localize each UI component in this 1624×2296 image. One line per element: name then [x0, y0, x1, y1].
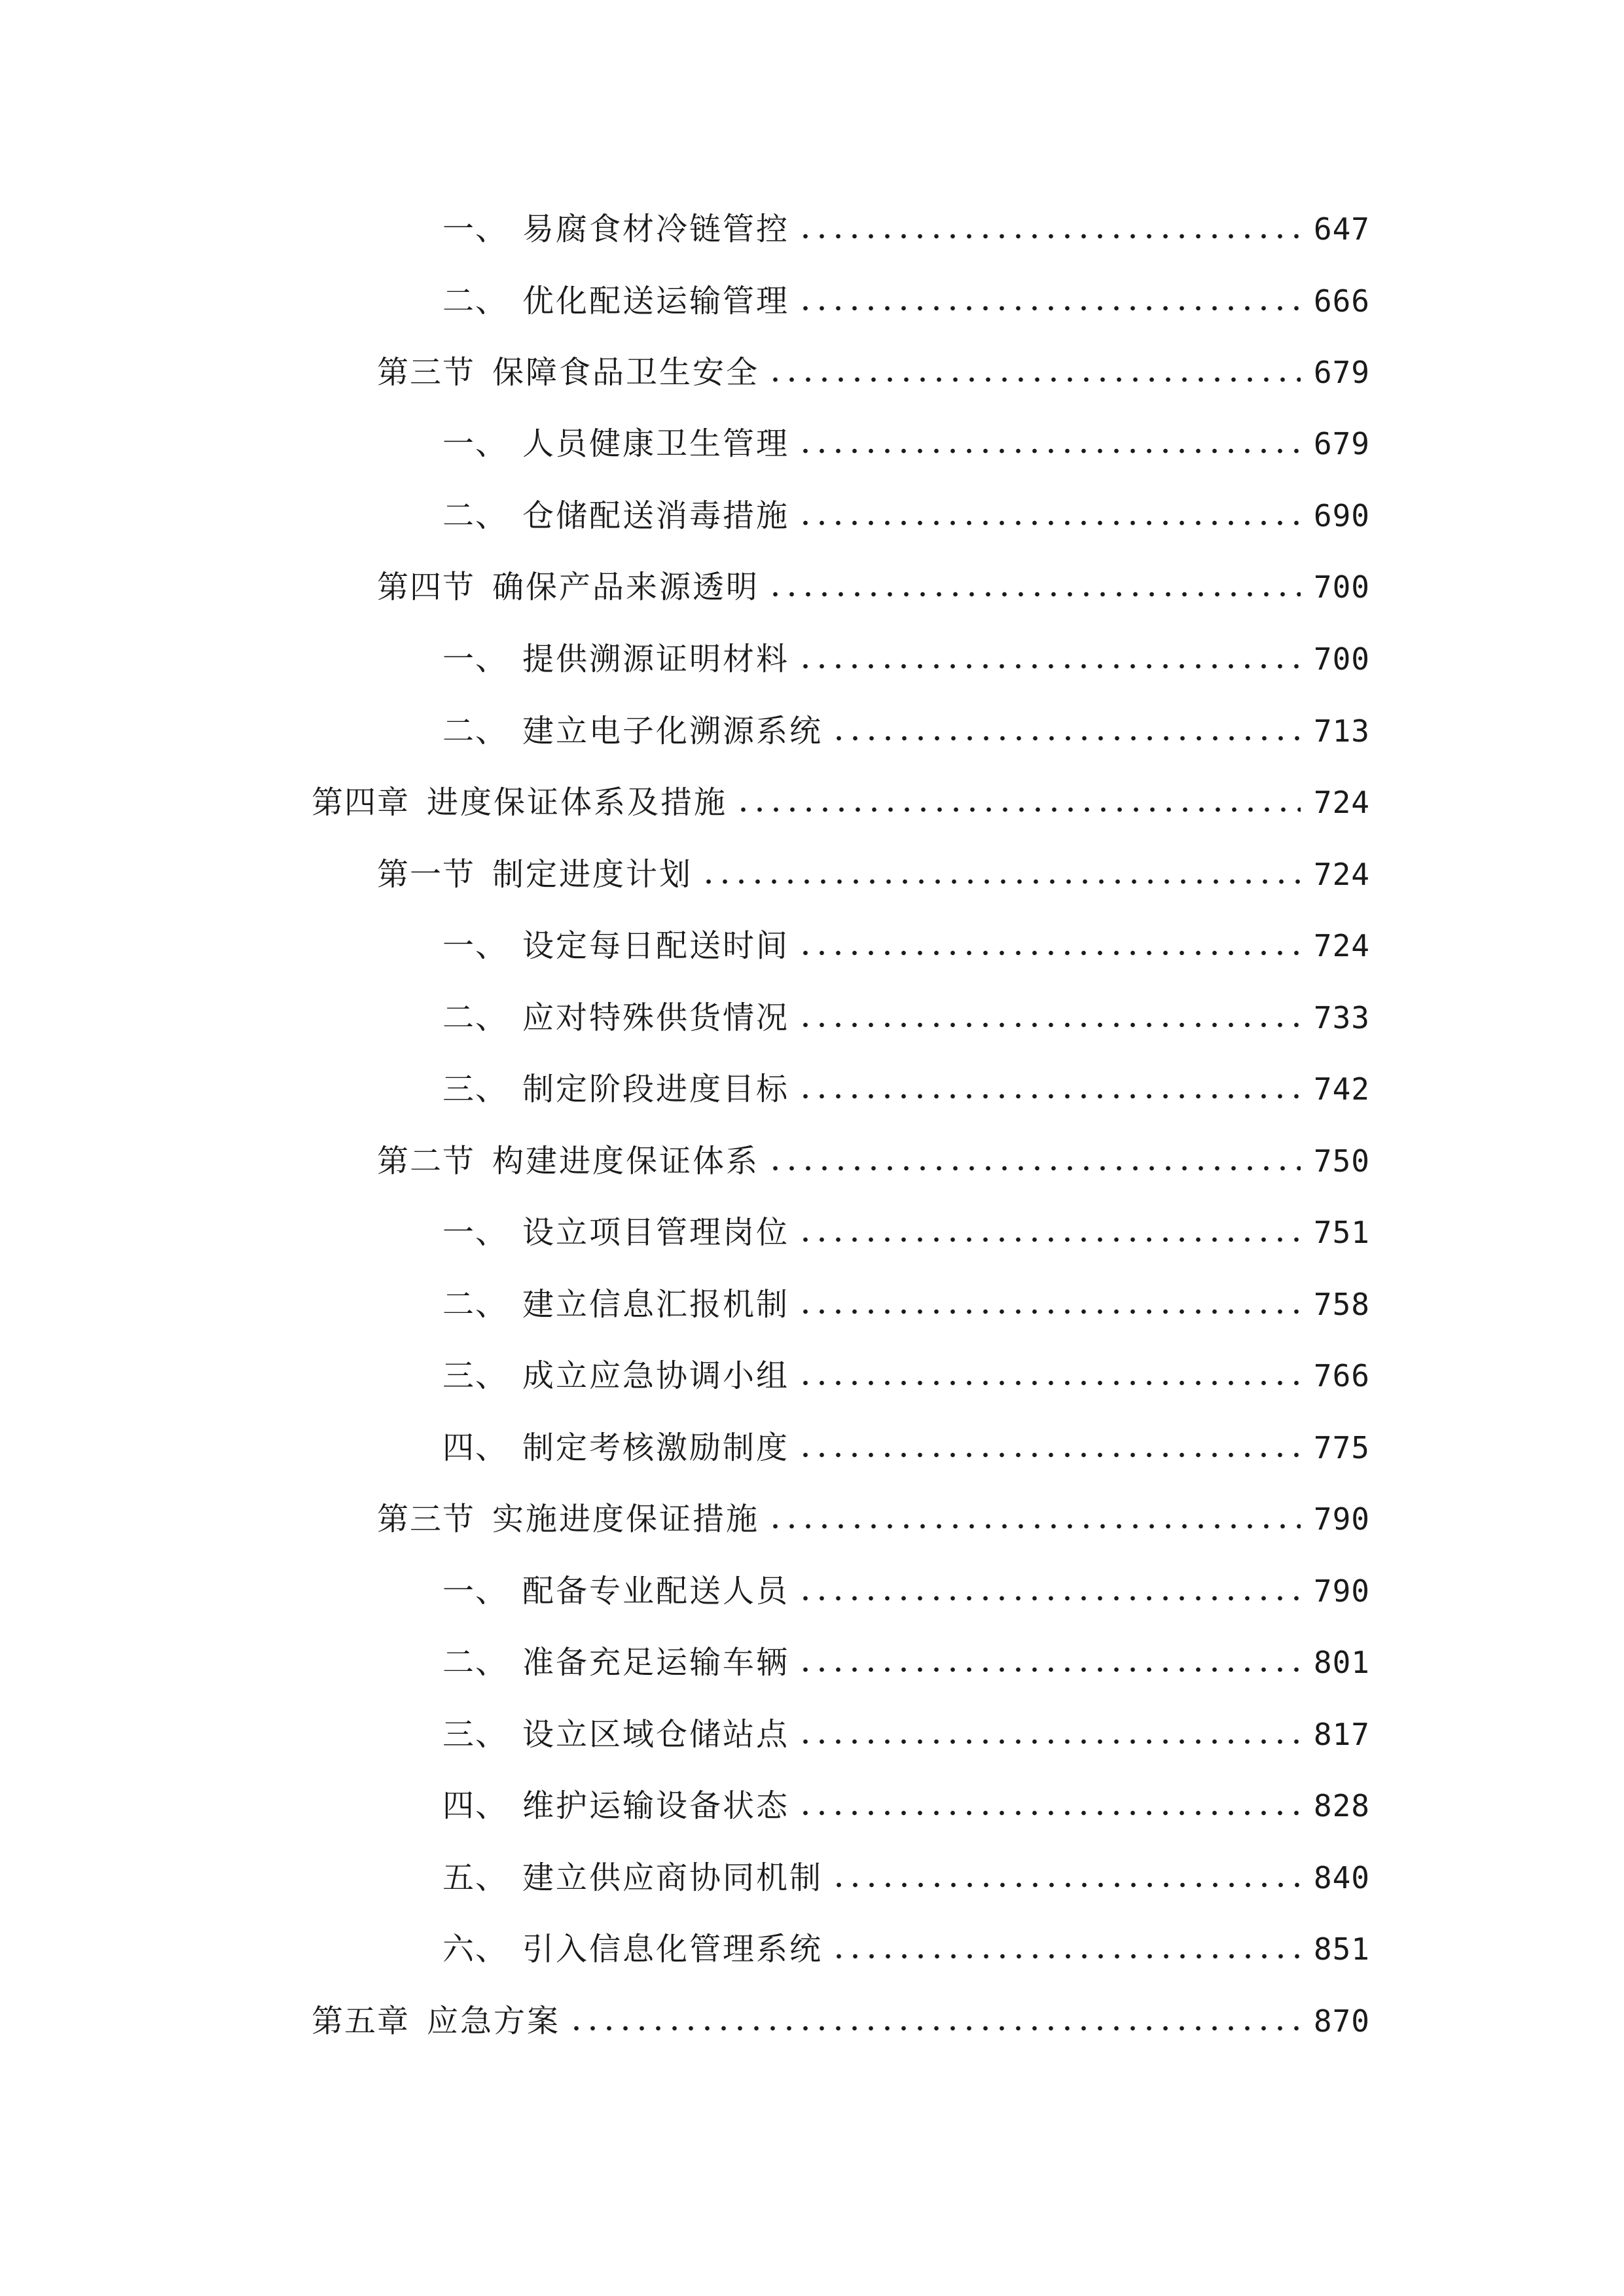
toc-entry-title: 保障食品卫生安全: [492, 354, 760, 391]
toc-entry-prefix: 一、: [442, 641, 509, 677]
toc-entry-page-number: 666: [1313, 283, 1370, 319]
toc-entry-prefix: 三、: [442, 1071, 509, 1107]
toc-entry[interactable]: [442, 1920, 1370, 1979]
dot-leader: [797, 664, 1301, 669]
toc-entry[interactable]: [442, 1060, 1370, 1119]
toc-entry-prefix: 第二节: [377, 1143, 476, 1179]
dot-leader: [797, 1596, 1301, 1601]
toc-entry-prefix: 二、: [442, 283, 509, 319]
dot-leader: [797, 950, 1301, 956]
dot-leader: [797, 1022, 1301, 1028]
toc-entry-prefix: 第四章: [312, 784, 410, 821]
toc-entry-page-number: 790: [1313, 1573, 1370, 1609]
toc-entry-title: 成立应急协调小组: [522, 1357, 790, 1394]
toc-entry-title: 人员健康卫生管理: [522, 425, 790, 462]
toc-entry-title: 建立信息汇报机制: [522, 1286, 790, 1323]
toc-entry-title: 易腐食材冷链管控: [522, 211, 790, 247]
toc-entry[interactable]: [442, 272, 1370, 331]
dot-leader: [797, 1309, 1301, 1314]
toc-entry-page-number: 724: [1313, 857, 1370, 892]
toc-entry-prefix: 二、: [442, 999, 509, 1036]
toc-entry-title: 建立电子化溯源系统: [522, 713, 823, 749]
dot-leader: [831, 1954, 1301, 1959]
toc-entry-title: 仓储配送消毒措施: [522, 497, 790, 534]
toc-entry-page-number: 828: [1313, 1788, 1370, 1823]
toc-entry[interactable]: [442, 414, 1370, 473]
dot-leader: [831, 736, 1301, 741]
toc-entry-prefix: 二、: [442, 1644, 509, 1681]
toc-entry-title: 设定每日配送时间: [522, 927, 790, 964]
toc-entry-prefix: 四、: [442, 1429, 509, 1466]
toc-entry[interactable]: [442, 630, 1370, 689]
toc-entry-page-number: 713: [1313, 713, 1370, 749]
toc-entry-page-number: 851: [1313, 1931, 1370, 1967]
dot-leader: [767, 377, 1301, 382]
toc-entry-prefix: 第一节: [377, 856, 476, 893]
toc-entry[interactable]: [442, 1562, 1370, 1621]
toc-entry-prefix: 二、: [442, 497, 509, 534]
toc-entry-page-number: 870: [1313, 2003, 1370, 2039]
toc-entry-prefix: 一、: [442, 927, 509, 964]
dot-leader: [735, 807, 1301, 812]
toc-entry-prefix: 三、: [442, 1357, 509, 1394]
dot-leader: [797, 1094, 1301, 1099]
toc-entry[interactable]: [312, 773, 1370, 832]
toc-entry-prefix: 三、: [442, 1716, 509, 1753]
toc-entry[interactable]: [442, 1633, 1370, 1692]
toc-entry[interactable]: [442, 200, 1370, 259]
toc-entry-title: 维护运输设备状态: [522, 1787, 790, 1824]
dot-leader: [767, 592, 1301, 597]
toc-entry-page-number: 679: [1313, 426, 1370, 461]
toc-entry-page-number: 840: [1313, 1860, 1370, 1895]
toc-entry-page-number: 758: [1313, 1287, 1370, 1322]
toc-entry-title: 制定考核激励制度: [522, 1429, 790, 1466]
toc-entry[interactable]: [442, 1705, 1370, 1764]
dot-leader: [831, 1882, 1301, 1888]
toc-entry-page-number: 724: [1313, 785, 1370, 820]
toc-entry-prefix: 二、: [442, 1286, 509, 1323]
toc-entry[interactable]: [442, 1346, 1370, 1405]
toc-entry-page-number: 790: [1313, 1501, 1370, 1537]
toc-entry-page-number: 733: [1313, 1000, 1370, 1035]
toc-entry-prefix: 二、: [442, 713, 509, 749]
toc-entry-title: 配备专业配送人员: [522, 1573, 790, 1609]
toc-entry-prefix: 第四节: [377, 569, 476, 605]
toc-entry-page-number: 766: [1313, 1358, 1370, 1393]
dot-leader: [797, 1380, 1301, 1386]
toc-entry-prefix: 四、: [442, 1787, 509, 1824]
toc-entry-page-number: 801: [1313, 1645, 1370, 1680]
toc-entry-title: 引入信息化管理系统: [522, 1931, 823, 1967]
toc-entry-page-number: 742: [1313, 1071, 1370, 1107]
toc-entry-page-number: 751: [1313, 1215, 1370, 1250]
dot-leader: [797, 1452, 1301, 1458]
dot-leader: [767, 1166, 1301, 1171]
dot-leader: [797, 1739, 1301, 1744]
toc-entry[interactable]: [377, 1132, 1370, 1191]
toc-entry-page-number: 700: [1313, 641, 1370, 677]
dot-leader: [797, 306, 1301, 311]
dot-leader: [797, 1810, 1301, 1816]
toc-entry-page-number: 679: [1313, 355, 1370, 390]
toc-entry-prefix: 一、: [442, 1214, 509, 1251]
toc-entry-prefix: 一、: [442, 1573, 509, 1609]
dot-leader: [797, 234, 1301, 239]
toc-entry-title: 设立项目管理岗位: [522, 1214, 790, 1251]
toc-entry-page-number: 724: [1313, 928, 1370, 963]
dot-leader: [767, 1524, 1301, 1529]
toc-entry-title: 确保产品来源透明: [492, 569, 760, 605]
toc-entry-prefix: 一、: [442, 211, 509, 247]
toc-entry-page-number: 700: [1313, 569, 1370, 605]
toc-entry[interactable]: [377, 558, 1370, 617]
dot-leader: [797, 448, 1301, 454]
toc-entry-page-number: 775: [1313, 1430, 1370, 1465]
toc-entry[interactable]: [442, 916, 1370, 975]
toc-entry[interactable]: [442, 702, 1370, 761]
toc-entry-title: 设立区域仓储站点: [522, 1716, 790, 1753]
toc-entry[interactable]: [442, 1418, 1370, 1477]
toc-entry[interactable]: [442, 988, 1370, 1047]
toc-entry-title: 提供溯源证明材料: [522, 641, 790, 677]
toc-entry-prefix: 第三节: [377, 354, 476, 391]
toc-entry[interactable]: [442, 1776, 1370, 1835]
dot-leader: [797, 1667, 1301, 1672]
toc-entry-title: 构建进度保证体系: [492, 1143, 760, 1179]
toc-entry-title: 优化配送运输管理: [522, 283, 790, 319]
toc-entry[interactable]: [377, 1490, 1370, 1549]
toc-entry-title: 制定阶段进度目标: [522, 1071, 790, 1107]
toc-entry-prefix: 一、: [442, 425, 509, 462]
toc-entry[interactable]: [442, 1203, 1370, 1262]
toc-entry-prefix: 五、: [442, 1859, 509, 1896]
toc-entry-title: 建立供应商协同机制: [522, 1859, 823, 1896]
toc-entry-title: 应对特殊供货情况: [522, 999, 790, 1036]
toc-entry-page-number: 690: [1313, 498, 1370, 533]
toc-entry-prefix: 第三节: [377, 1501, 476, 1537]
toc-entry-title: 应急方案: [427, 2003, 561, 2039]
toc-entry[interactable]: [312, 1992, 1370, 2051]
toc-entry-title: 进度保证体系及措施: [427, 784, 728, 821]
toc-entry-prefix: 六、: [442, 1931, 509, 1967]
toc-entry-page-number: 647: [1313, 211, 1370, 247]
toc-entry-title: 准备充足运输车辆: [522, 1644, 790, 1681]
dot-leader: [700, 879, 1301, 884]
dot-leader: [568, 2026, 1301, 2031]
toc-entry[interactable]: [442, 486, 1370, 545]
toc-entry[interactable]: [442, 1848, 1370, 1907]
toc-entry-title: 制定进度计划: [492, 856, 693, 893]
toc-entry-page-number: 817: [1313, 1717, 1370, 1752]
toc-entry[interactable]: [377, 343, 1370, 402]
toc-entry-title: 实施进度保证措施: [492, 1501, 760, 1537]
dot-leader: [797, 520, 1301, 526]
toc-entry[interactable]: [377, 845, 1370, 904]
toc-entry-prefix: 第五章: [312, 2003, 410, 2039]
toc-entry-page-number: 750: [1313, 1143, 1370, 1179]
dot-leader: [797, 1237, 1301, 1242]
toc-entry[interactable]: [442, 1275, 1370, 1334]
